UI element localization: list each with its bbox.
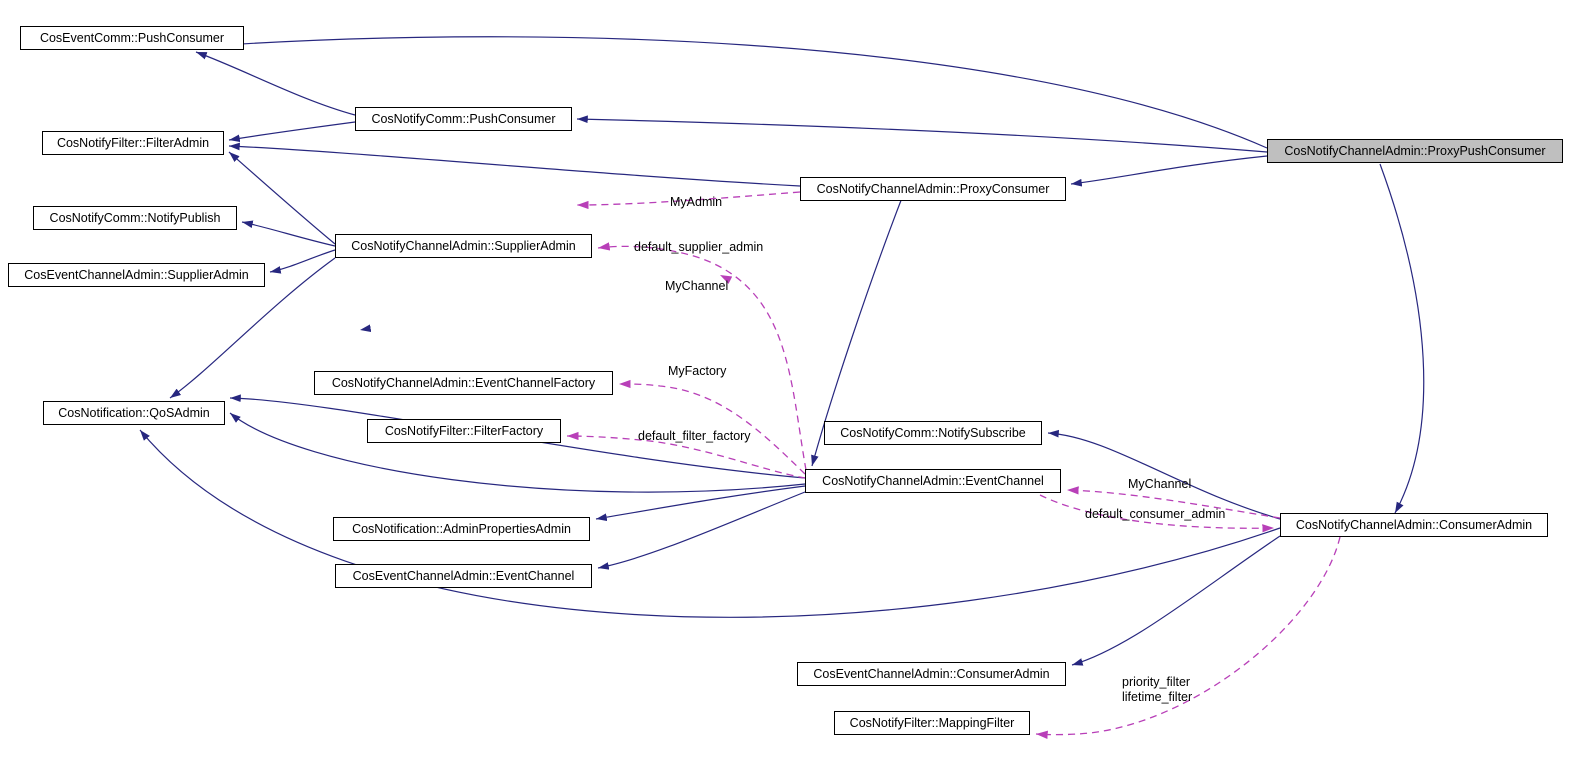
node-label: CosNotifyFilter::MappingFilter — [849, 715, 1015, 730]
edge-label-default-supplier-admin — [634, 241, 763, 254]
node-label: CosNotifyChannelAdmin::EventChannel — [822, 473, 1044, 488]
node-cos-notify-channel-admin-proxy-consumer[interactable] — [800, 177, 1066, 201]
node-cos-notify-filter-filter-factory[interactable] — [367, 419, 561, 443]
node-label: CosEventChannelAdmin::SupplierAdmin — [24, 267, 249, 282]
edge-label-text: MyChannel — [1128, 477, 1192, 491]
node-label: CosEventChannelAdmin::ConsumerAdmin — [813, 666, 1050, 681]
edge-label-text: MyChannel — [665, 279, 729, 293]
node-cos-notify-channel-admin-event-channel-factory[interactable] — [314, 371, 613, 395]
node-cos-notify-channel-admin-proxy-push-consumer[interactable] — [1267, 139, 1563, 163]
node-cos-notify-comm-notify-subscribe[interactable] — [824, 421, 1042, 445]
node-cos-notify-filter-filter-admin[interactable] — [42, 131, 224, 155]
node-cos-notification-qos-admin[interactable] — [43, 401, 225, 425]
node-label: CosNotifyChannelAdmin::ProxyPushConsumer — [1284, 143, 1546, 158]
edge-label-text: lifetime_filter — [1122, 690, 1193, 704]
node-label: CosNotifyChannelAdmin::SupplierAdmin — [351, 238, 576, 253]
edge-label-priority-filter — [1122, 676, 1190, 689]
edge-label-text: MyAdmin — [670, 195, 723, 209]
node-cos-event-channel-admin-event-channel[interactable] — [335, 564, 592, 588]
edge-label-text: MyFactory — [668, 364, 727, 378]
node-label: CosNotifyChannelAdmin::ConsumerAdmin — [1295, 517, 1533, 532]
node-label: CosEventComm::PushConsumer — [39, 30, 225, 45]
node-label: CosNotifyComm::NotifyPublish — [49, 210, 221, 225]
node-cos-notify-channel-admin-supplier-admin[interactable] — [335, 234, 592, 258]
node-label: CosNotifyChannelAdmin::ProxyConsumer — [816, 181, 1050, 196]
node-cos-notify-channel-admin-consumer-admin[interactable] — [1280, 513, 1548, 537]
node-cos-notify-comm-push-consumer[interactable] — [355, 107, 572, 131]
node-label: CosNotifyFilter::FilterAdmin — [56, 135, 210, 150]
node-label: CosNotification::AdminPropertiesAdmin — [352, 521, 571, 536]
node-label: CosEventChannelAdmin::EventChannel — [352, 568, 575, 583]
node-cos-event-comm-push-consumer[interactable] — [20, 26, 244, 50]
node-cos-notify-filter-mapping-filter[interactable] — [834, 711, 1030, 735]
edge-label-my-channel-supplier — [665, 280, 728, 293]
edge-label-default-filter-factory — [638, 430, 751, 443]
node-label: CosNotifyComm::PushConsumer — [371, 111, 556, 126]
edge-label-lifetime-filter — [1122, 691, 1192, 704]
edge-label-text: default_supplier_admin — [634, 240, 764, 254]
edge-label-default-consumer-admin — [1085, 508, 1225, 521]
edge-label-my-factory — [668, 365, 726, 378]
edge-label-text: default_consumer_admin — [1085, 507, 1226, 521]
node-cos-notification-admin-properties-admin[interactable] — [333, 517, 590, 541]
edge-label-text: priority_filter — [1122, 675, 1191, 689]
node-cos-event-channel-admin-consumer-admin[interactable] — [797, 662, 1066, 686]
edge-label-my-admin — [670, 196, 722, 209]
node-label: CosNotification::QoSAdmin — [58, 405, 210, 420]
node-label: CosNotifyChannelAdmin::EventChannelFactory — [331, 375, 596, 390]
node-cos-event-channel-admin-supplier-admin[interactable] — [8, 263, 265, 287]
edge-label-text: default_filter_factory — [638, 429, 751, 443]
node-label: CosNotifyFilter::FilterFactory — [384, 423, 544, 438]
edge-label-my-channel-consumer — [1128, 478, 1191, 491]
node-cos-notify-comm-notify-publish[interactable] — [33, 206, 237, 230]
node-label: CosNotifyComm::NotifySubscribe — [840, 425, 1026, 440]
node-cos-notify-channel-admin-event-channel[interactable] — [805, 469, 1061, 493]
